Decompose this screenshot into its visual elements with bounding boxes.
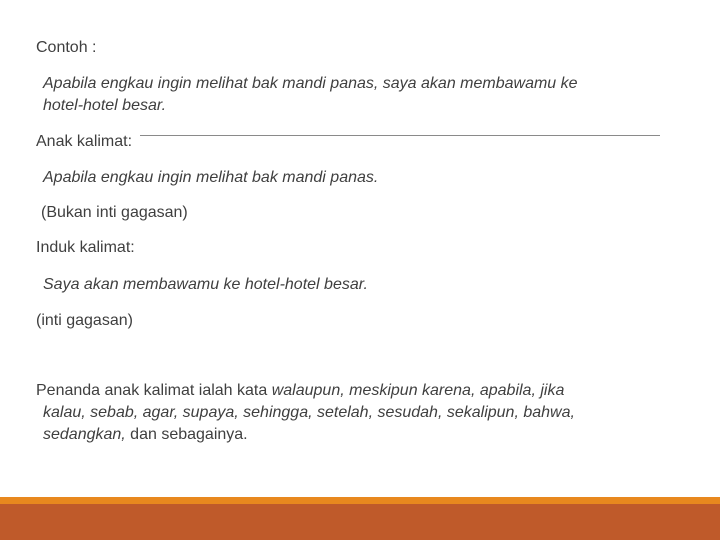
marker-intro: Penanda anak kalimat ialah kata <box>36 382 272 399</box>
marker-words-line3: sedangkan, <box>43 426 126 443</box>
subordinate-note: (Bukan inti gagasan) <box>41 204 188 221</box>
main-label: Induk kalimat: <box>36 239 135 256</box>
example-sentence-line1: Apabila engkau ingin melihat bak mandi panas, saya akan membawamu ke <box>43 75 578 92</box>
marker-words-line1: walaupun, meskipun karena, apabila, jika <box>271 382 565 399</box>
main-note: (inti gagasan) <box>36 312 133 329</box>
divider-line <box>140 135 660 136</box>
subordinate-label: Anak kalimat: <box>36 133 133 150</box>
main-clause: Saya akan membawamu ke hotel-hotel besar. <box>43 276 368 293</box>
marker-line3 <box>43 425 248 445</box>
footer-accent-bar <box>0 497 720 504</box>
example-label: Contoh : <box>36 39 97 56</box>
footer-bar <box>0 504 720 540</box>
marker-words-line2: kalau, sebab, agar, supaya, sehingga, setelah, sesudah, sekalipun, bahwa, <box>43 404 575 421</box>
subordinate-clause: Apabila engkau ingin melihat bak mandi panas. <box>43 169 379 186</box>
marker-outro: dan sebagainya. <box>125 426 248 443</box>
marker-line1 <box>36 381 564 401</box>
example-sentence-line2: hotel-hotel besar. <box>43 97 167 114</box>
